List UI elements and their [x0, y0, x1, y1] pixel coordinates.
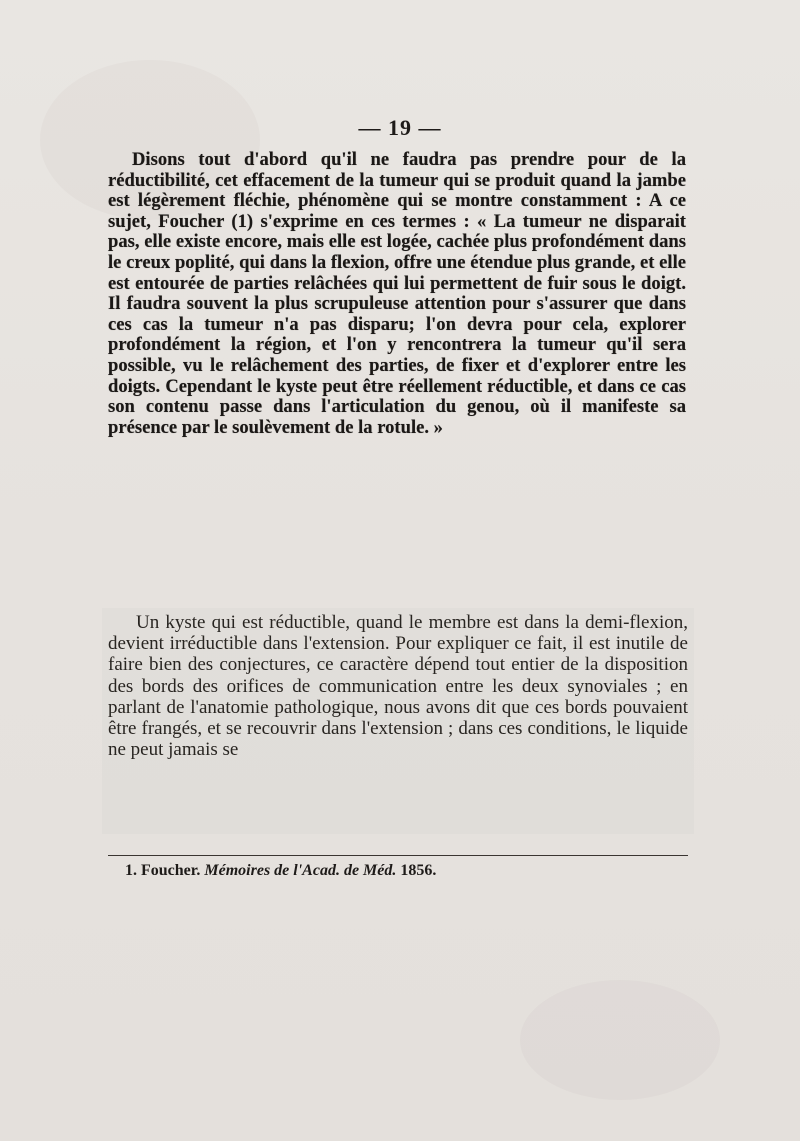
main-paragraph: Disons tout d'abord qu'il ne faudra pas prendre pour de la réductibilité, cet effacement de la tumeur qui se produit quand la jambe est légèrement fléchie, phénomène qui se montre constamment : A ce sujet, Foucher (1) s'exprime en ces termes : « La tumeur ne disparait pas, elle existe encore, mais elle est logée, cachée plus profondément dans le creux poplité, qui dans la flexion, offre une étendue plus grande, et elle est entourée de parties relâchées qui lui permettent de fuir sous le doigt. Il faudra souvent la plus scrupuleuse attention pour s'assurer que dans ces cas la tumeur n'a pas disparu; l'on devra pour cela, explorer profondément la région, et l'on y rencontrera la tumeur qu'il sera possible, vu le relâchement des parties, de fixer et d'explorer entre les doigts. Cependant le kyste peut être réellement réductible, et dans ce cas son contenu passe dans l'articulation du genou, où il manifeste sa présence par le soulèvement de la rotule. » [108, 149, 686, 438]
bleed-through-text-block [108, 612, 688, 760]
footnote-title: Mémoires de l'Acad. de Méd. [204, 862, 397, 879]
page-number: — 19 — [358, 115, 442, 140]
second-paragraph: Un kyste qui est réductible, quand le membre est dans la demi-flexion, devient irréductible dans l'extension. Pour expliquer ce fait, il est inutile de faire bien des conjectures, ce caractère dépend tout entier de la disposition des bords des orifices de communication entre les deux synoviales ; en parlant de l'anatomie pathologique, nous avons dit que ces bords pouvaient être frangés, et se recouvrir dans l'extension ; dans ces conditions, le liquide ne peut jamais se [108, 612, 688, 761]
footnote-rule [108, 855, 688, 856]
main-text-block [108, 150, 686, 438]
footnote [125, 861, 685, 881]
footnote-year: 1856. [400, 862, 437, 879]
paper-stain [520, 980, 720, 1100]
footnote-marker: 1. Foucher. [125, 862, 201, 879]
